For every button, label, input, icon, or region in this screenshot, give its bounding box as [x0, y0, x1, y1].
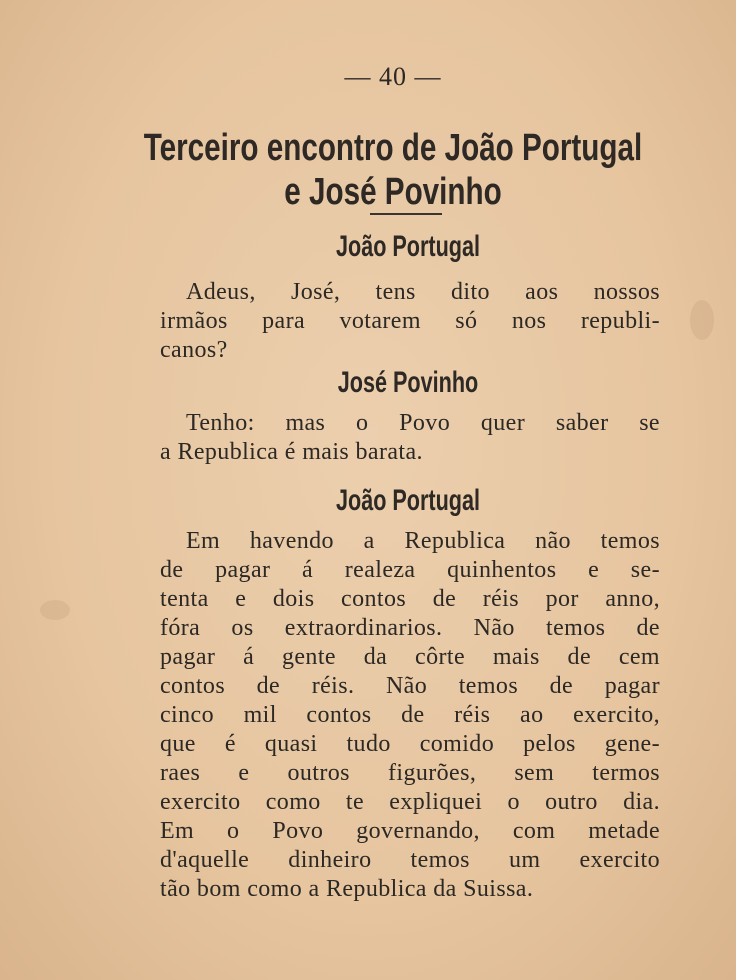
speaker-name: João Portugal: [335, 484, 481, 517]
text-line: Adeus, José, tens dito aos nossos: [186, 279, 660, 305]
title-divider: [370, 213, 442, 215]
text-line: irmãos para votarem só nos republi-: [160, 308, 660, 334]
text-line: cinco mil contos de réis ao exercito,: [160, 702, 660, 728]
text-line: Em o Povo governando, com metade: [160, 818, 660, 844]
text-line: d'aquelle dinheiro temos um exercito: [160, 847, 660, 873]
text-line: fóra os extraordinarios. Não temos de: [160, 615, 660, 641]
page-number: — 40 —: [344, 62, 442, 91]
speaker-name: José Povinho: [337, 366, 479, 399]
text-line: exercito como te expliquei o outro dia.: [160, 789, 660, 815]
text-line: que é quasi tudo comido pelos gene-: [160, 731, 660, 757]
text-line: tenta e dois contos de réis por anno,: [160, 586, 660, 612]
paper-stain: [690, 300, 714, 340]
text-line: contos de réis. Não temos de pagar: [160, 673, 660, 699]
speech-paragraph: [160, 278, 660, 365]
chapter-title-line-1: Terceiro encontro de João Portugal: [143, 127, 643, 169]
text-line: raes e outros figurões, sem termos: [160, 760, 660, 786]
text-line: Tenho: mas o Povo quer saber se: [186, 410, 660, 436]
speech-paragraph: [160, 527, 660, 904]
text-line: a Republica é mais barata.: [160, 439, 423, 465]
text-line: tão bom como a Republica da Suissa.: [160, 876, 534, 902]
text-line: canos?: [160, 337, 228, 363]
speaker-name: João Portugal: [335, 230, 481, 263]
speech-paragraph: [160, 409, 660, 467]
text-line: pagar á gente da côrte mais de cem: [160, 644, 660, 670]
paper-stain: [40, 600, 70, 620]
text-line: de pagar á realeza quinhentos e se-: [160, 557, 660, 583]
text-line: Em havendo a Republica não temos: [186, 528, 660, 554]
chapter-title-line-2: e José Povinho: [284, 171, 502, 213]
